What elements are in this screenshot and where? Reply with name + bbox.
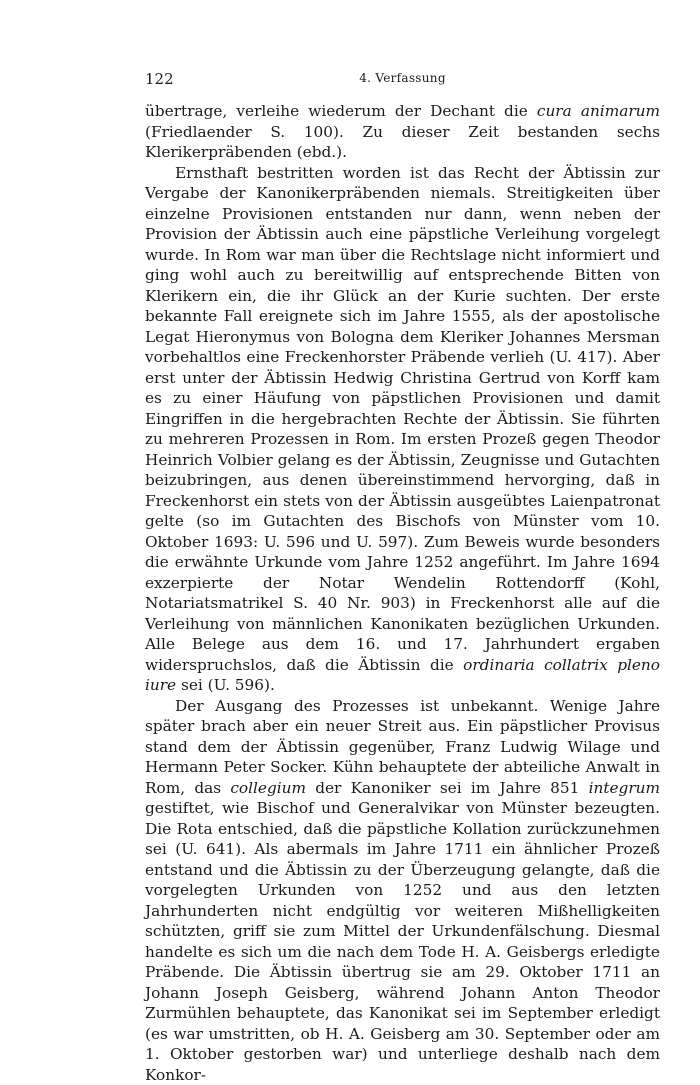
paragraph-1 xyxy=(145,101,660,163)
paragraph-3 xyxy=(145,696,660,1085)
running-head: 4. Verfassung xyxy=(145,71,660,85)
text-run: Ernsthaft bestritten worden ist das Recht der Äbtissin zur Vergabe der Kanonikerpräbenden niemals. Streitigkeiten über einzelne Provisionen entstanden nur dann, wenn neben der Provision der Äbtissin auch eine päpstliche Verleihung vorgelegt wurde. In Rom war man über die Rechtslage nicht informiert und ging wohl auch zu bereitwillig auf entsprechende Bitten von Klerikern ein, die ihr Glück an der Kurie suchten. Der erste bekannte Fall ereignete sich im Jahre 1555, als der apostolische Legat Hieronymus von Bologna dem Kleriker Johannes Mersman vorbehaltlos eine Freckenhorster Präbende verlieh (U. 417). Aber erst unter der Äbtissin Hedwig Christina Gertrud von Korff kam es zu einer Häufung von päpstlichen Provisionen und damit Eingriffen in die hergebrachten Rechte der Äbtissin. Sie führten zu mehreren Prozessen in Rom. Im ersten Prozeß gegen Theodor Heinrich Volbier gelang es der Äbtissin, Zeugnisse und Gutachten beizubringen, aus denen übereinstimmend hervorging, daß in Freckenhorst ein stets von der Äbtissin ausgeübtes Laienpatronat gelte (so im Gutachten des Bischofs von Münster vom 10. Oktober 1693: U. 596 und U. 597). Zum Beweis wurde besonders die erwähnte Urkunde vom Jahre 1252 angeführt. Im Jahre 1694 exzerpierte der Notar Wendelin Rottendorff (Kohl, Notariatsmatrikel S. 40 Nr. 903) in Freckenhorst alle auf die Verleihung von männlichen Kanonikaten bezüglichen Urkunden. Alle Belege aus dem 16. und 17. Jahrhundert ergaben widerspruchslos, daß die Äbtissin die xyxy=(145,164,660,674)
body-text xyxy=(145,101,660,1085)
italic-term: ordinaria collatrix pleno iure xyxy=(145,656,660,695)
page-number: 122 xyxy=(145,70,174,88)
text-run: übertrage, verleihe wiederum der Dechant die xyxy=(145,102,537,120)
italic-term: integrum xyxy=(589,779,660,797)
text-run: gestiftet, wie Bischof und Generalvikar von Münster bezeugten. Die Rota entschied, daß die päpstliche Kollation zurückzunehmen sei (U. 641). Als abermals im Jahre 1711 ein ähnlicher Prozeß entstand und die Äbtissin zu der Überzeugung gelangte, daß die vorgelegten Urkunden von 1252 und aus den letzten Jahrhunderten nicht endgültig vor weiteren Mißhelligkeiten schützten, griff sie zum Mittel der Urkundenfälschung. Diesmal handelte es sich um die nach dem Tode H. A. Geisbergs erledigte Präbende. Die Äbtissin übertrug sie am 29. Oktober 1711 an Johann Joseph Geisberg, während Johann Anton Theodor Zurmühlen behauptete, das Kanonikat sei im September erledigt (es war umstritten, ob H. A. Geisberg am 30. September oder am 1. Oktober gestorben war) und unterliege deshalb nach dem Konkor- xyxy=(145,799,660,1084)
page-header xyxy=(145,70,660,90)
paragraph-2 xyxy=(145,163,660,696)
italic-term: collegium xyxy=(230,779,306,797)
text-run: der Kanoniker sei im Jahre 851 xyxy=(306,779,589,797)
text-run: Der Ausgang des Prozesses ist unbekannt. Wenige Jahre später brach aber ein neuer Streit aus. Ein päpstlicher Provisus stand dem der Äbtissin gegenüber, Franz Ludwig Wilage und Hermann Peter Socker. Kühn behauptete der abteiliche Anwalt in Rom, das xyxy=(145,697,660,797)
italic-term: cura animarum xyxy=(537,102,660,120)
text-run: sei (U. 596). xyxy=(176,676,275,694)
text-run: (Friedlaender S. 100). Zu dieser Zeit bestanden sechs Klerikerpräbenden (ebd.). xyxy=(145,123,660,162)
